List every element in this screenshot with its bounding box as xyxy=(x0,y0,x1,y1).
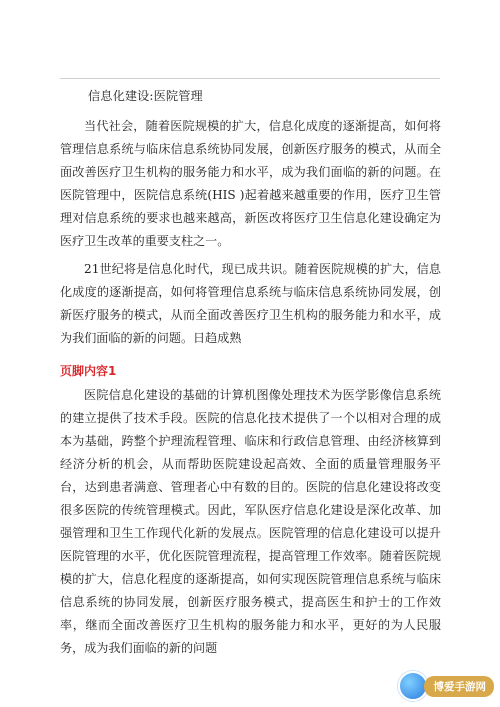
paragraph-1: 当代社会，随着医院规模的扩大，信息化成度的逐渐提高，如何将管理信息系统与临床信息系统协同发展，创新医疗服务的模式，从而全面改善医疗卫生机构的服务能力和水平，成为我们面临的新的问题。在医院管理中，医院信息系统(HIS )起着越来越重要的作用，医疗卫生管理对信息系统的要求也越来越高，新医改将医疗卫生信息化建设确定为医疗卫生改革的重要支柱之一。 xyxy=(60,119,441,248)
section-heading: 页脚内容1 xyxy=(60,364,117,378)
header-divider xyxy=(60,78,440,79)
watermark-text: 博爱手游网 xyxy=(424,676,495,697)
site-watermark xyxy=(398,671,495,701)
paragraph-2: 21世纪将是信息化时代，现已成共识。随着医院规模的扩大，信息化成度的逐渐提高，如何将管理信息系统与临床信息系统协同发展，创新医疗服务的模式，从而全面改善医疗卫生机构的服务能力和水平，成为我们面临的新的问题。日趋成熟 xyxy=(60,262,441,345)
paragraph-3: 医院信息化建设的基础的计算机图像处理技术为医学影像信息系统的建立提供了技术手段。医院的信息化技术提供了一个以相对合理的成本为基础，跨整个护理流程管理、临床和行政信息管理、由经济核算到经济分析的机会，从而帮助医院建设起高效、全面的质量管理服务平台，达到患者满意、管理者心中有数的目的。医院的信息化建设将改变很多医院的传统管理模式。因此，军队医疗信息化建设是深化改革、加强管理和卫生工作现代化新的发展点。医院管理的信息化建设可以提升医院管理的水平，优化医院管理流程，提高管理工作效率。随着医院规模的扩大，信息化程度的逐渐提高，如何实现医院管理信息系统与临床信息系统的协同发展，创新医疗服务模式，提高医生和护士的工作效率，继而全面改善医疗卫生机构的服务能力和水平，更好的为人民服务，成为我们面临的新的问题 xyxy=(60,388,441,655)
document-title: 信息化建设:医院管理 xyxy=(88,89,203,103)
